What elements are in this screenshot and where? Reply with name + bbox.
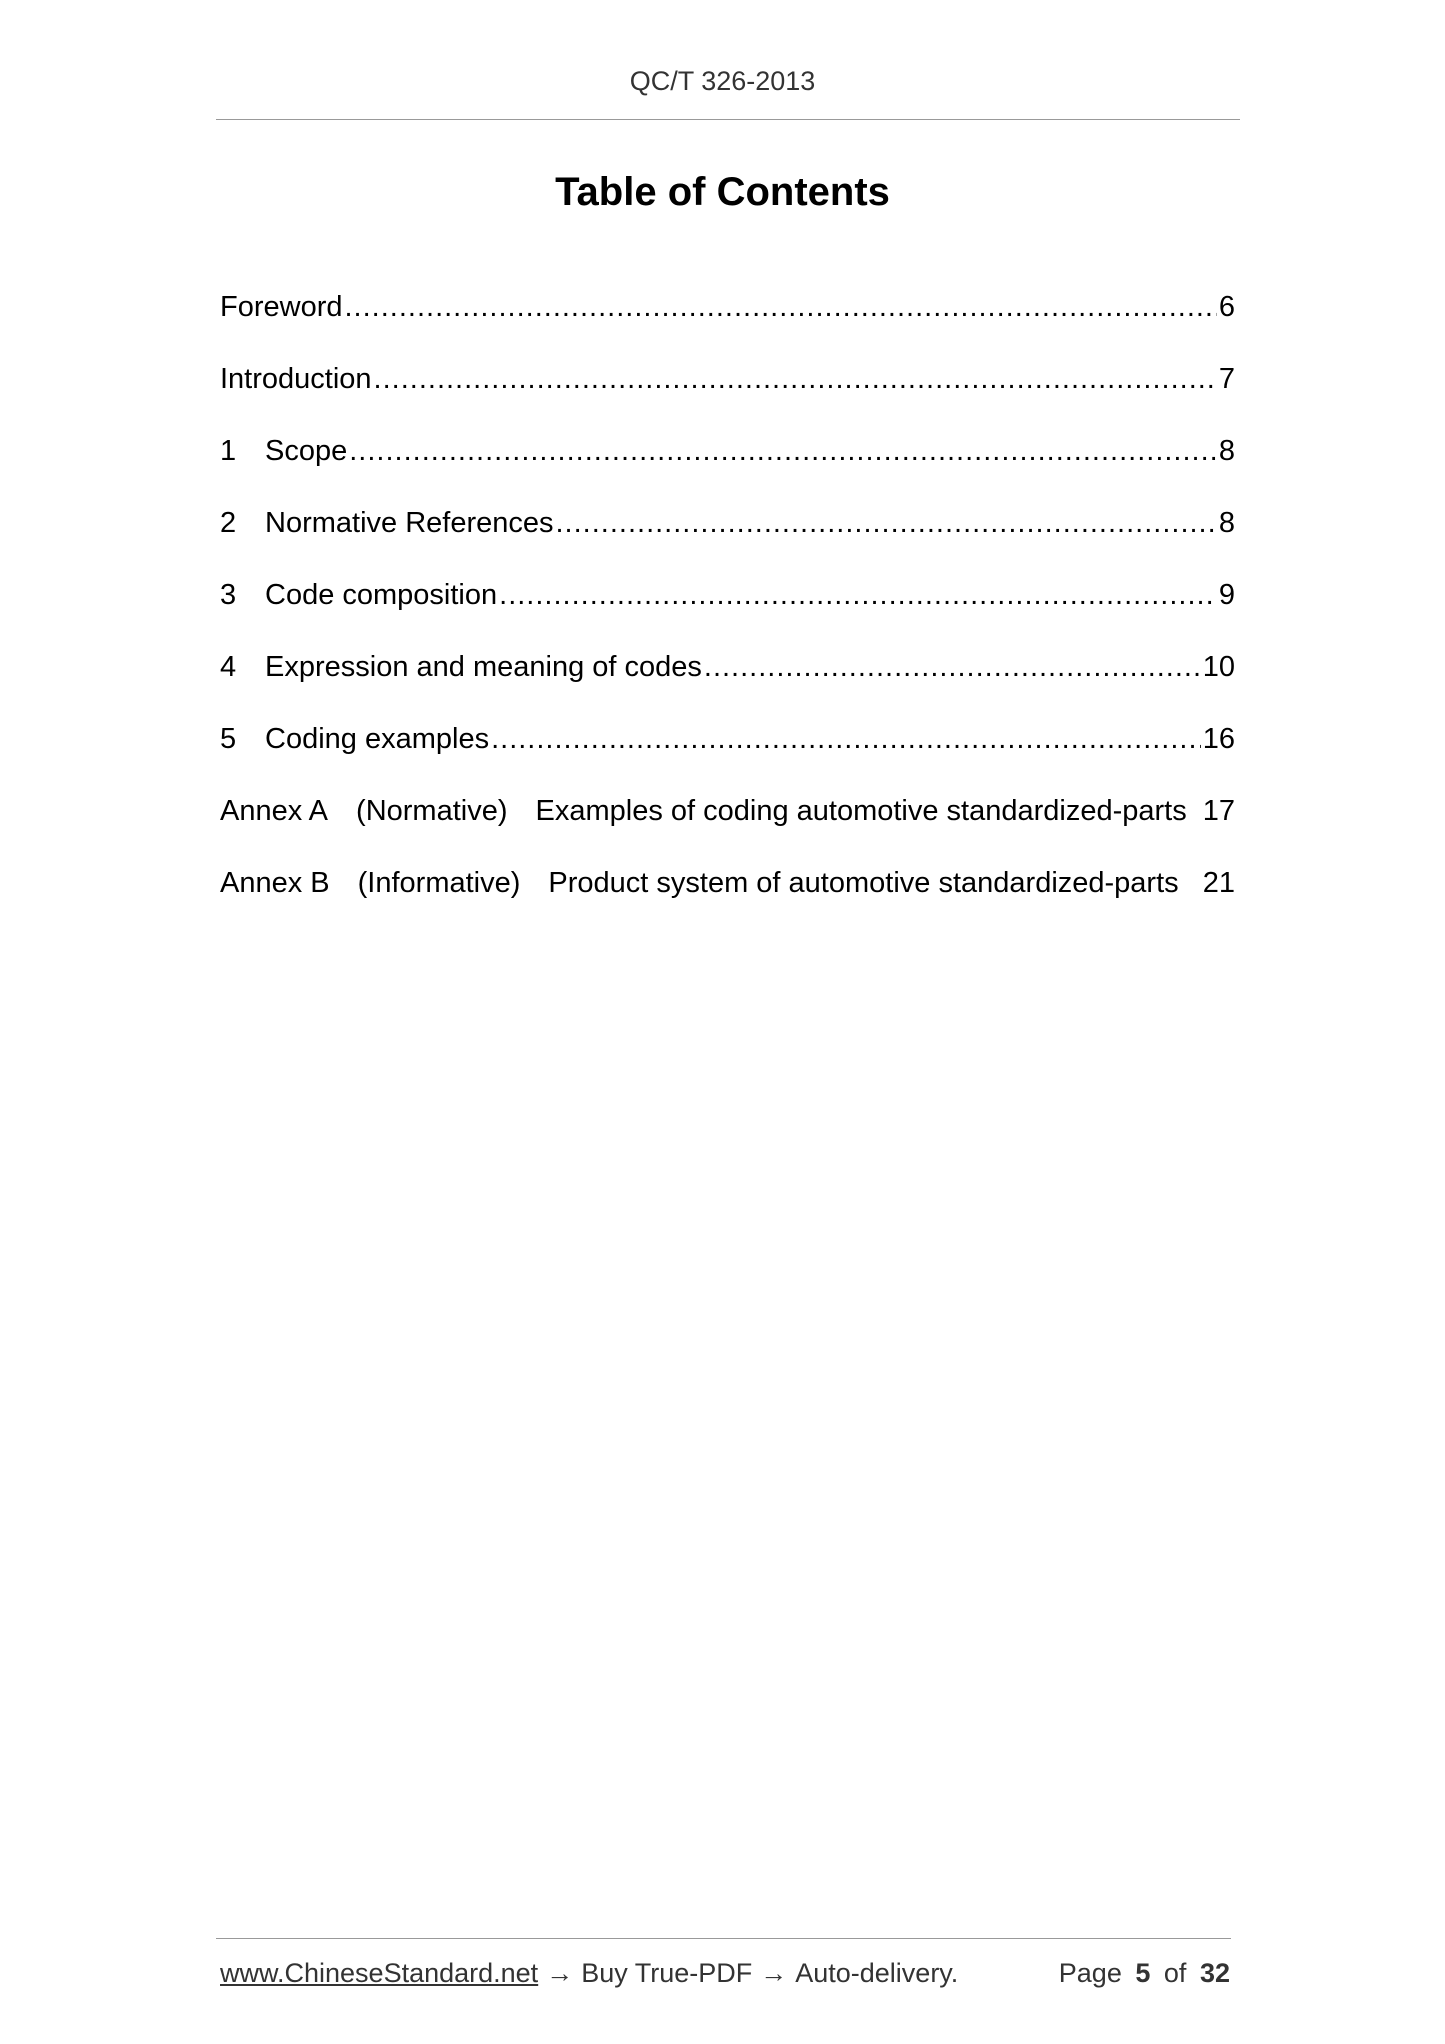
toc-entry-annex-a[interactable] — [220, 795, 1235, 867]
toc-leader — [345, 291, 1217, 324]
toc-label: Coding examples — [265, 723, 490, 755]
running-header: QC/T 326-2013 — [629, 66, 816, 96]
toc-page-number: 8 — [1218, 507, 1235, 539]
footer-divider — [216, 1938, 1231, 1939]
arrow-right-icon: → — [760, 1958, 788, 1988]
toc-label: Normative References — [265, 507, 554, 539]
toc-label: Scope — [265, 435, 348, 467]
total-page-count: 32 — [1199, 1958, 1230, 1988]
delivery-text: Auto-delivery. — [795, 1958, 959, 1988]
annex-id: Annex B — [220, 867, 330, 899]
toc-leader — [349, 435, 1217, 468]
toc-entry-normative-references[interactable] — [220, 507, 1235, 579]
page-title: Table of Contents — [555, 170, 890, 214]
toc-leader — [491, 723, 1201, 756]
arrow-right-icon: → — [546, 1958, 574, 1988]
toc-leader — [704, 651, 1201, 684]
toc-page-number: 8 — [1218, 435, 1235, 467]
toc-section-number: 1 — [220, 435, 237, 467]
toc-leader — [499, 579, 1217, 612]
toc-label: Expression and meaning of codes — [265, 651, 702, 683]
annex-title: Examples of coding automotive standardized-parts — [535, 795, 1187, 827]
toc-entry-expression-and-meaning[interactable] — [220, 651, 1235, 723]
toc-page-number: 9 — [1218, 579, 1235, 611]
toc-page-number: 21 — [1202, 867, 1235, 899]
page-footer — [220, 1958, 1230, 1989]
table-of-contents — [220, 291, 1235, 939]
toc-label: Introduction — [220, 363, 372, 395]
toc-section-number: 3 — [220, 579, 237, 611]
toc-leader — [556, 507, 1217, 540]
site-link[interactable]: www.ChineseStandard.net — [220, 1958, 539, 1988]
header-divider — [216, 119, 1240, 120]
toc-entry-code-composition[interactable] — [220, 579, 1235, 651]
page-indicator — [1053, 1958, 1230, 1989]
annex-title: Product system of automotive standardized-parts — [548, 867, 1179, 899]
toc-entry-introduction[interactable] — [220, 363, 1235, 435]
current-page-number: 5 — [1135, 1958, 1151, 1988]
annex-type: (Normative) — [356, 795, 508, 827]
toc-label: Code composition — [265, 579, 498, 611]
toc-page-number: 7 — [1218, 363, 1235, 395]
toc-entry-annex-b[interactable] — [220, 867, 1235, 939]
buy-text: Buy True-PDF — [581, 1958, 753, 1988]
annex-id: Annex A — [220, 795, 329, 827]
toc-leader — [374, 363, 1217, 396]
toc-section-number: 4 — [220, 651, 237, 683]
toc-page-number: 16 — [1202, 723, 1235, 755]
of-word: of — [1163, 1958, 1187, 1988]
toc-section-number: 5 — [220, 723, 237, 755]
toc-page-number: 6 — [1218, 291, 1235, 323]
toc-section-number: 2 — [220, 507, 237, 539]
toc-entry-foreword[interactable] — [220, 291, 1235, 363]
page-word: Page — [1058, 1958, 1122, 1988]
toc-page-number: 10 — [1202, 651, 1235, 683]
toc-page-number: 17 — [1202, 795, 1235, 827]
toc-entry-scope[interactable] — [220, 435, 1235, 507]
toc-entry-coding-examples[interactable] — [220, 723, 1235, 795]
toc-label: Foreword — [220, 291, 343, 323]
annex-type: (Informative) — [357, 867, 521, 899]
